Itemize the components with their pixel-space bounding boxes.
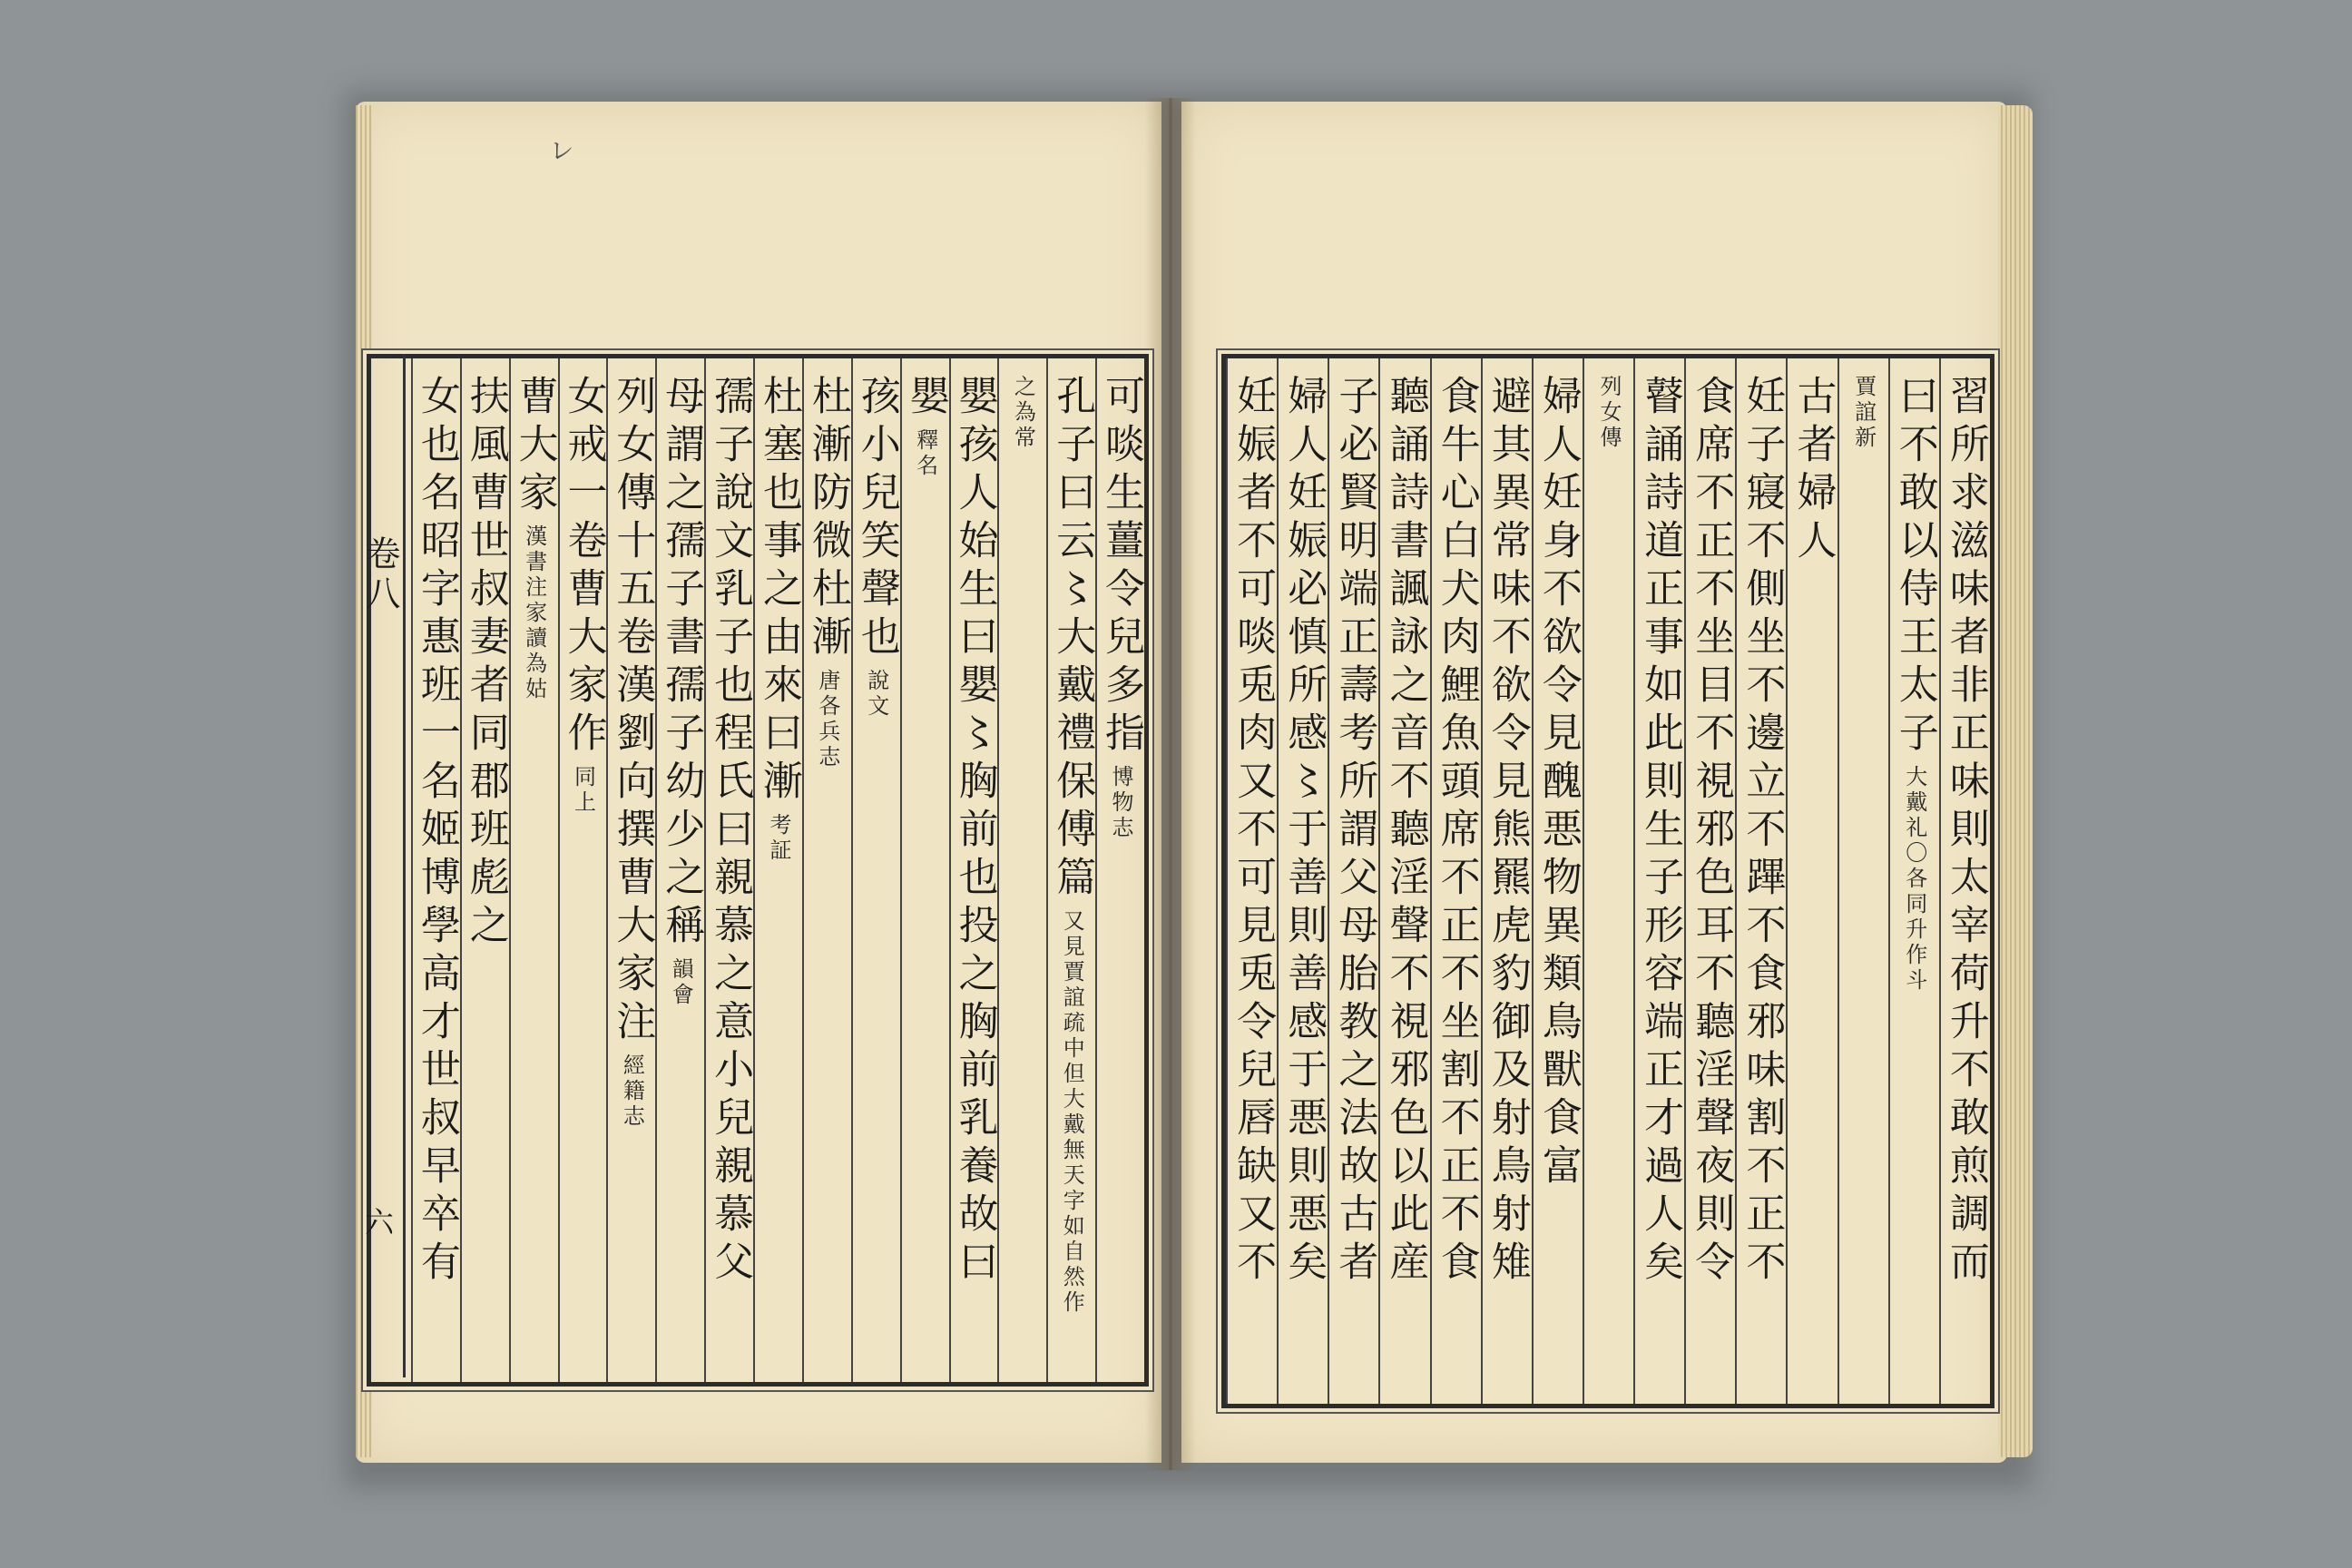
column-annotation: 賈誼新 — [1850, 375, 1877, 451]
column-main-text: 杜漸防微杜漸 — [804, 375, 851, 663]
text-column — [509, 358, 558, 1382]
text-column — [411, 358, 460, 1382]
column-main-text: 婦人妊身不欲令見醜悪物異類鳥獸食富 — [1534, 375, 1582, 1192]
text-column — [1277, 358, 1328, 1404]
column-main-text: 曰不敢以侍王太子 — [1891, 375, 1938, 760]
right-text-frame — [1221, 354, 1994, 1408]
corner-mark: ㆑ — [550, 138, 574, 165]
text-column — [1095, 358, 1144, 1382]
column-main-text: 食席不正不坐目不視邪色耳不聽淫聲夜則令 — [1688, 375, 1735, 1289]
text-column — [1328, 358, 1378, 1404]
text-column — [900, 358, 949, 1382]
column-main-text: 孩小兒笑聲也 — [853, 375, 900, 663]
text-column — [753, 358, 802, 1382]
column-annotation: 考証 — [765, 813, 791, 864]
column-main-text: 杜塞也事之由來曰漸 — [755, 375, 802, 808]
column-main-text: 嬰孩人始生曰嬰〻胸前也投之胸前乳養故曰 — [951, 375, 998, 1289]
column-main-text: 古者婦人 — [1789, 375, 1837, 567]
column-main-text: 習所求滋味者非正味則太宰荷升不敢煎調而 — [1942, 375, 1989, 1289]
text-column — [1735, 358, 1786, 1404]
text-column — [949, 358, 998, 1382]
text-column — [606, 358, 655, 1382]
column-main-text: 避其異常味不欲令見熊羆虎豹御及射鳥射雉 — [1484, 375, 1531, 1289]
page-number-text: 六 — [360, 1207, 395, 1244]
column-main-text: 列女傳十五卷漢劉向撰曹大家注 — [609, 375, 656, 1048]
text-column — [802, 358, 851, 1382]
text-column — [558, 358, 607, 1382]
column-main-text: 扶風曹世叔妻者同郡班彪之 — [462, 375, 509, 952]
text-column — [1684, 358, 1735, 1404]
column-main-text: 女戒一卷曹大家作 — [560, 375, 607, 760]
column-main-text: 可啖生薑令兒多指 — [1098, 375, 1145, 760]
column-annotation: 唐各兵志 — [814, 669, 840, 770]
text-column — [1633, 358, 1684, 1404]
text-column — [1532, 358, 1583, 1404]
column-main-text: 女也名昭字惠班一名姬博學高才世叔早卒有 — [413, 375, 460, 1289]
column-annotation: 博物志 — [1108, 765, 1134, 841]
column-main-text: 子必賢明端正壽考所謂父母胎教之法故古者 — [1331, 375, 1378, 1289]
column-main-text: 瞽誦詩道正事如此則生子形容端正才過人矣 — [1637, 375, 1684, 1289]
column-main-text: 曹大家 — [511, 375, 558, 519]
text-column — [851, 358, 900, 1382]
text-column — [997, 358, 1046, 1382]
text-column — [1378, 358, 1429, 1404]
text-column — [655, 358, 704, 1382]
text-column — [1430, 358, 1481, 1404]
text-column — [1481, 358, 1532, 1404]
column-main-text: 孺子說文乳子也程氏曰親慕之意小兒親慕父 — [707, 375, 754, 1289]
text-column — [1583, 358, 1633, 1404]
volume-label — [360, 535, 400, 615]
column-annotation: 韻會 — [668, 957, 694, 1008]
column-annotation: 說文 — [863, 669, 889, 720]
column-annotation: 之為常 — [1010, 375, 1036, 451]
text-column — [1838, 358, 1888, 1404]
text-column — [704, 358, 753, 1382]
text-column — [1939, 358, 1990, 1404]
text-column — [1046, 358, 1095, 1382]
column-annotation: 同上 — [570, 765, 596, 816]
right-page-edge — [1998, 105, 2033, 1457]
text-column — [1888, 358, 1939, 1404]
column-main-text: 妊子寢不側坐不邊立不蹕不食邪味割不正不 — [1739, 375, 1786, 1289]
text-column — [460, 358, 509, 1382]
column-annotation: 經籍志 — [619, 1054, 645, 1130]
column-annotation: 又見賈誼疏中但大戴無天字如自然作 — [1059, 909, 1085, 1316]
text-column — [1226, 358, 1277, 1404]
column-annotation: 大戴礼〇各同升作斗 — [1901, 765, 1927, 994]
column-annotation: 漢書注家讀為姑 — [521, 524, 547, 702]
column-main-text: 母謂之孺子書孺子幼少之稱 — [658, 375, 705, 952]
column-main-text: 婦人妊娠必慎所感〻于善則善感于悪則悪矣 — [1280, 375, 1328, 1289]
book-gutter — [1145, 98, 1196, 1470]
column-annotation: 釋名 — [912, 428, 938, 479]
text-column — [1786, 358, 1837, 1404]
column-main-text: 嬰 — [902, 375, 949, 423]
page-number — [360, 1207, 395, 1244]
volume-label-text: 卷八 — [360, 535, 400, 615]
column-main-text: 聽誦詩書諷詠之音不聽淫聲不視邪色以此産 — [1382, 375, 1429, 1289]
left-text-frame — [367, 354, 1149, 1387]
column-main-text: 孔子曰云〻大戴禮保傅篇 — [1049, 375, 1096, 904]
column-annotation: 列女傳 — [1595, 375, 1622, 451]
column-main-text: 食牛心白犬肉鯉魚頭席不正不坐割不正不食 — [1433, 375, 1480, 1289]
column-main-text: 妊娠者不可啖兎肉又不可見兎令兒唇缺又不 — [1230, 375, 1277, 1289]
